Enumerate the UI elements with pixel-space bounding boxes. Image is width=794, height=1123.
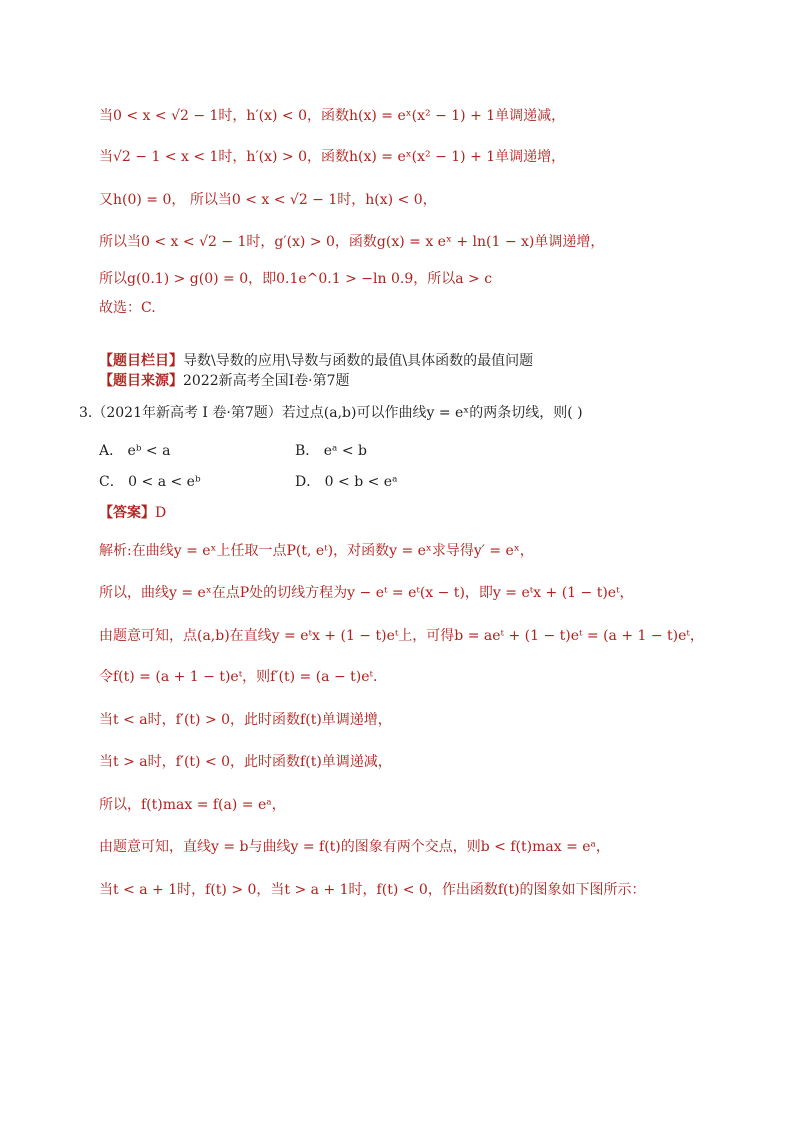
option-b: B． eᵃ < b (295, 443, 368, 459)
option-a: A． eᵇ < a (99, 443, 171, 459)
prev-solution-line-5: 所以g(0.1) > g(0) = 0，即0.1e^0.1 > −ln 0.9，所以a > c (99, 271, 493, 287)
solution-line-8: 由题意可知，直线y = b与曲线y = f(t)的图象有两个交点，则b < f(t)max = eᵃ， (99, 839, 610, 855)
meta-column (99, 351, 533, 371)
prev-solution-line-4: 所以当0 < x < √2 − 1时，g′(x) > 0，函数g(x) = x eˣ + ln(1 − x)单调递增， (99, 234, 605, 250)
meta-source (99, 371, 350, 391)
answer-tag: 【答案】 (99, 505, 155, 521)
solution-line-7: 所以，f(t)max = f(a) = eᵃ， (99, 797, 286, 813)
answer-value: D (155, 505, 167, 521)
prev-solution-line-1: 当0 < x < √2 − 1时，h′(x) < 0，函数h(x) = eˣ(x² − 1) + 1单调递减， (99, 108, 566, 124)
question-stem: 3.（2021年新高考 I 卷·第7题）若过点(a,b)可以作曲线y = eˣ的两条切线，则( ) (79, 405, 583, 421)
option-c: C． 0 < a < eᵇ (99, 474, 201, 490)
source-text: 2022新高考全国I卷·第7题 (183, 373, 350, 389)
answer-line (99, 503, 166, 523)
solution-line-9: 当t < a + 1时，f(t) > 0，当t > a + 1时，f(t) < 0，作出函数f(t)的图象如下图所示： (99, 882, 646, 898)
source-tag: 【题目来源】 (99, 373, 183, 389)
option-d: D． 0 < b < eᵃ (295, 474, 398, 490)
solution-line-6: 当t > a时，f′(t) < 0，此时函数f(t)单调递减， (99, 754, 392, 770)
solution-line-4: 令f(t) = (a + 1 − t)eᵗ，则f′(t) = (a − t)eᵗ． (99, 669, 387, 685)
solution-line-1: 解析:在曲线y = eˣ上任取一点P(t, eᵗ)，对函数y = eˣ求导得y′ = eˣ， (99, 543, 534, 559)
prev-solution-line-6: 故选：C. (99, 300, 156, 316)
column-text: 导数\导数的应用\导数与函数的最值\具体函数的最值问题 (183, 353, 534, 369)
solution-line-2: 所以，曲线y = eˣ在点P处的切线方程为y − eᵗ = eᵗ(x − t)，即y = eᵗx + (1 − t)eᵗ， (99, 585, 634, 601)
solution-line-5: 当t < a时，f′(t) > 0，此时函数f(t)单调递增， (99, 712, 392, 728)
prev-solution-line-3: 又h(0) = 0， 所以当0 < x < √2 − 1时，h(x) < 0， (99, 192, 437, 208)
prev-solution-line-2: 当√2 − 1 < x < 1时，h′(x) > 0，函数h(x) = eˣ(x² − 1) + 1单调递增， (99, 149, 566, 165)
column-tag: 【题目栏目】 (99, 353, 183, 369)
solution-line-3: 由题意可知，点(a,b)在直线y = eᵗx + (1 − t)eᵗ上，可得b = aeᵗ + (1 − t)eᵗ = (a + 1 − t)eᵗ， (99, 628, 704, 644)
